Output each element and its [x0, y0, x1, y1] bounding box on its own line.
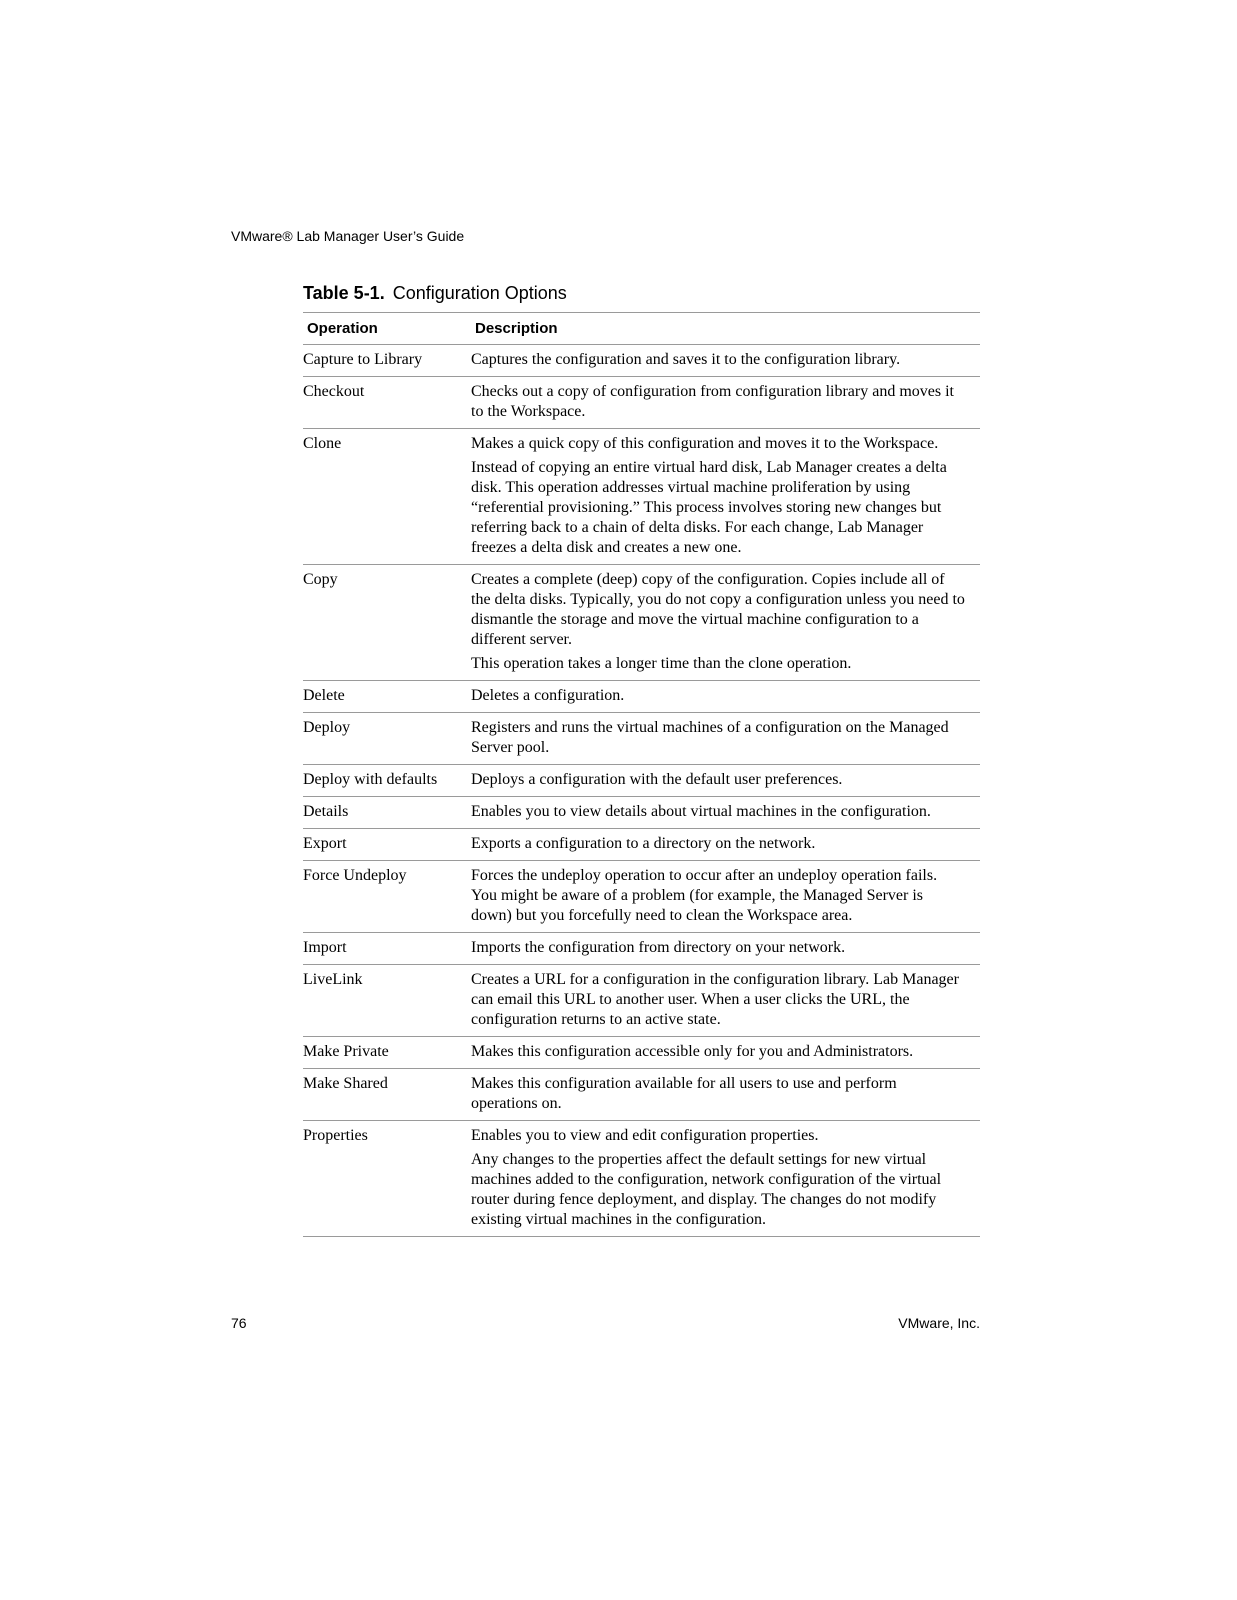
description-paragraph: Forces the undeploy operation to occur after an undeploy operation fails. You might be aware of a problem (for example, the Managed Server is down) but you forcefully need to clean the Workspace area.: [471, 867, 938, 924]
footer-company: VMware, Inc.: [898, 1315, 980, 1331]
table-row: [303, 797, 980, 829]
table-row: [303, 829, 980, 861]
description-cell: [471, 765, 980, 797]
operation-cell: Deploy: [303, 713, 471, 765]
description-paragraph: Makes this configuration available for all users to use and perform operations on.: [471, 1075, 897, 1112]
operation-cell: Make Shared: [303, 1069, 471, 1121]
description-paragraph: Creates a URL for a configuration in the configuration library. Lab Manager can email this URL to another user. When a user clicks the URL, the configuration returns to an active state.: [471, 971, 959, 1028]
description-cell: [471, 713, 980, 765]
operation-cell: Delete: [303, 681, 471, 713]
column-header-description: Description: [471, 313, 980, 345]
table-row: [303, 681, 980, 713]
description-paragraph: Instead of copying an entire virtual hard disk, Lab Manager creates a delta disk. This operation addresses virtual machine proliferation by using “referential provisioning.” This process involves storing new changes but referring back to a chain of delta disks. For each change, Lab Manager freezes a delta disk and creates a new one.: [471, 459, 947, 556]
description-paragraph: Enables you to view details about virtual machines in the configuration.: [471, 803, 931, 820]
description-cell: [471, 933, 980, 965]
table-row: [303, 933, 980, 965]
table-title: Configuration Options: [392, 283, 567, 303]
operation-cell: Make Private: [303, 1037, 471, 1069]
description-cell: [471, 829, 980, 861]
table-row: [303, 429, 980, 565]
description-cell: [471, 797, 980, 829]
operation-cell: Properties: [303, 1121, 471, 1237]
table-body: [303, 345, 980, 1237]
table-row: [303, 861, 980, 933]
table-row: [303, 345, 980, 377]
description-cell: [471, 1121, 980, 1237]
operation-cell: Copy: [303, 565, 471, 681]
description-cell: [471, 1037, 980, 1069]
operation-cell: Force Undeploy: [303, 861, 471, 933]
description-paragraph: Enables you to view and edit configuration properties.: [471, 1127, 819, 1144]
running-header: VMware® Lab Manager User’s Guide: [231, 228, 465, 244]
page-number: 76: [231, 1315, 247, 1331]
table-row: [303, 765, 980, 797]
table-row: [303, 1037, 980, 1069]
operation-cell: Import: [303, 933, 471, 965]
description-paragraph: Exports a configuration to a directory on the network.: [471, 835, 816, 852]
description-paragraph: Imports the configuration from directory on your network.: [471, 939, 846, 956]
description-cell: [471, 681, 980, 713]
description-paragraph: Deploys a configuration with the default user preferences.: [471, 771, 843, 788]
description-cell: [471, 429, 980, 565]
description-cell: [471, 861, 980, 933]
table-number: Table 5-1.: [303, 283, 385, 303]
table-header-row: [303, 313, 980, 345]
description-cell: [471, 345, 980, 377]
description-paragraph: This operation takes a longer time than the clone operation.: [471, 655, 852, 672]
operation-cell: Details: [303, 797, 471, 829]
description-paragraph: Any changes to the properties affect the default settings for new virtual machines added to the configuration, network configuration of the virtual router during fence deployment, and display. The changes do not modify existing virtual machines in the configuration.: [471, 1151, 942, 1228]
description-paragraph: Creates a complete (deep) copy of the configuration. Copies include all of the delta disks. Typically, you do not copy a configuration unless you need to dismantle the storage and move the virtual machine configuration to a different server.: [471, 571, 965, 648]
table-row: [303, 377, 980, 429]
table-row: [303, 965, 980, 1037]
description-cell: [471, 965, 980, 1037]
operation-cell: Deploy with defaults: [303, 765, 471, 797]
table-row: [303, 713, 980, 765]
configuration-options-table: [303, 312, 980, 1237]
column-header-operation: Operation: [303, 313, 471, 345]
table-caption: [303, 283, 567, 304]
description-paragraph: Makes a quick copy of this configuration and moves it to the Workspace.: [471, 435, 939, 452]
description-cell: [471, 565, 980, 681]
operation-cell: Clone: [303, 429, 471, 565]
description-paragraph: Registers and runs the virtual machines of a configuration on the Managed Server pool.: [471, 719, 949, 756]
table-row: [303, 1121, 980, 1237]
table-row: [303, 565, 980, 681]
description-paragraph: Deletes a configuration.: [471, 687, 625, 704]
table-row: [303, 1069, 980, 1121]
operation-cell: LiveLink: [303, 965, 471, 1037]
operation-cell: Capture to Library: [303, 345, 471, 377]
description-cell: [471, 377, 980, 429]
operation-cell: Export: [303, 829, 471, 861]
description-paragraph: Captures the configuration and saves it to the configuration library.: [471, 351, 901, 368]
operation-cell: Checkout: [303, 377, 471, 429]
description-paragraph: Checks out a copy of configuration from configuration library and moves it to the Workspace.: [471, 383, 954, 420]
description-paragraph: Makes this configuration accessible only for you and Administrators.: [471, 1043, 914, 1060]
description-cell: [471, 1069, 980, 1121]
